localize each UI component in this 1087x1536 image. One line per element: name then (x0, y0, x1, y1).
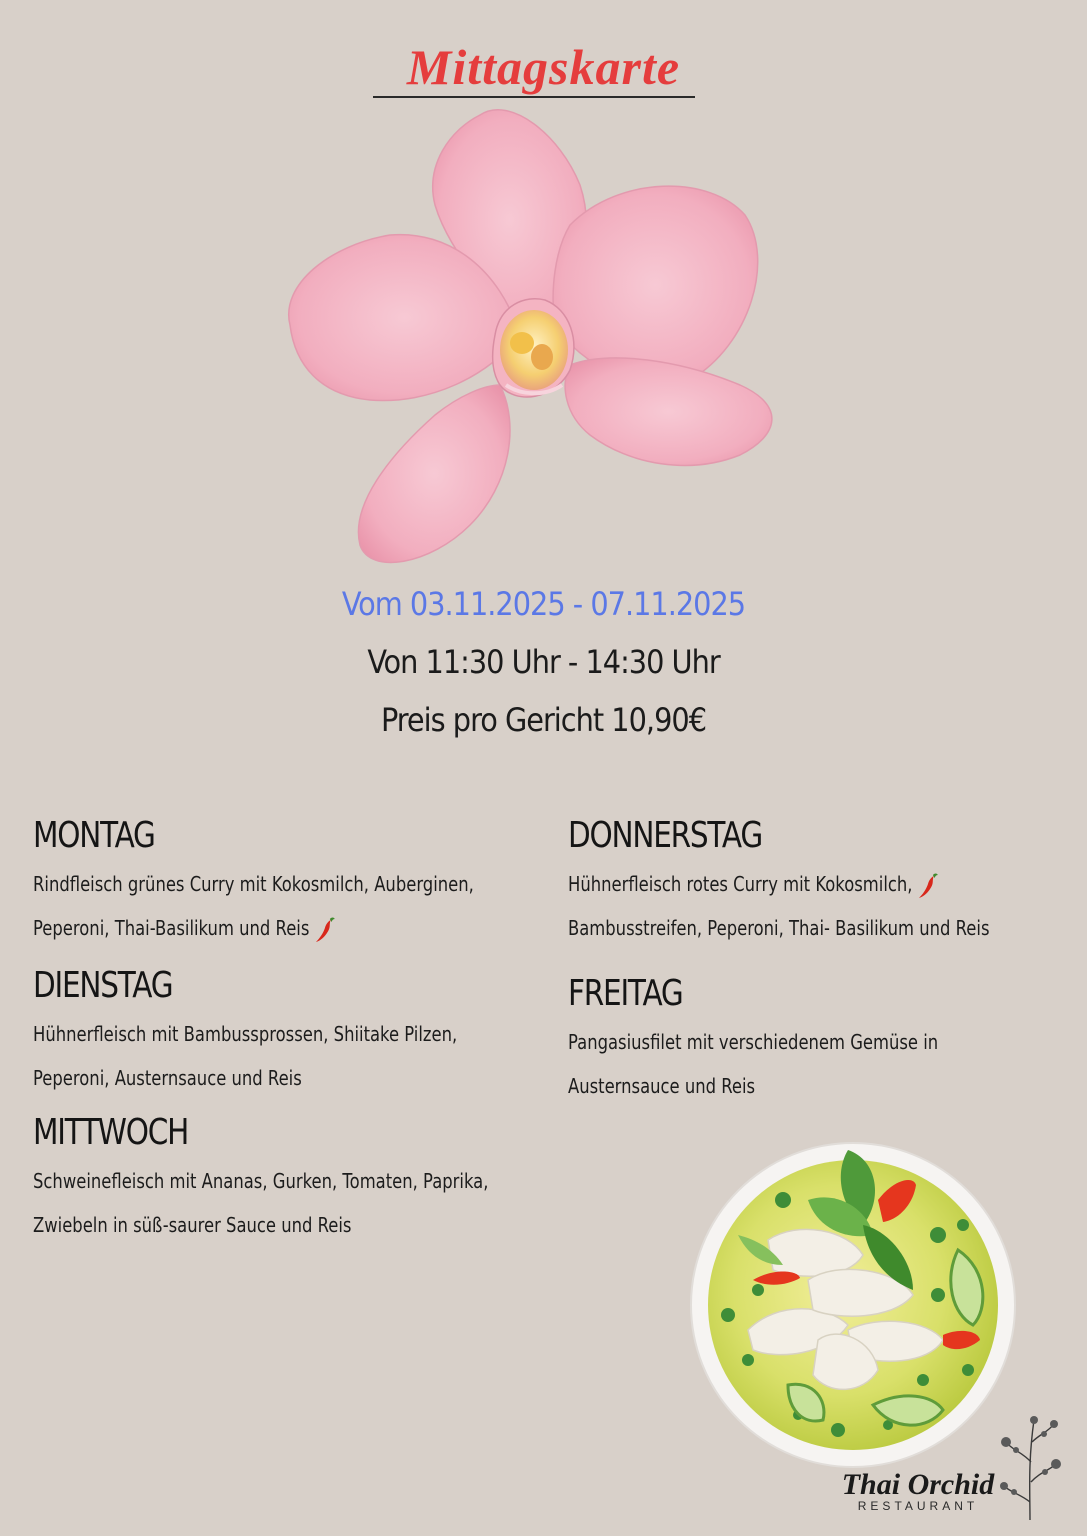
dish-line: Bambusstreifen, Peperoni, Thai- Basilikum und Reis (568, 916, 990, 940)
dish-line-with-icon (33, 906, 443, 950)
menu-day-thursday (568, 815, 1068, 950)
price-per-dish: Preis pro Gericht 10,90€ (381, 701, 706, 739)
dish-description (33, 1012, 458, 1100)
dish-line: Zwiebeln in süß-saurer Sauce und Reis (33, 1213, 352, 1237)
green-curry-bowl-illustration (688, 1140, 1018, 1470)
menu-day-tuesday (33, 965, 533, 1100)
menu-day-monday (33, 815, 533, 950)
logo-subtitle: RESTAURANT (857, 1499, 979, 1513)
day-title: DONNERSTAG (568, 815, 763, 856)
dish-line: Peperoni, Austernsauce und Reis (33, 1066, 302, 1090)
dish-line: Schweinefleisch mit Ananas, Gurken, Tomaten, Paprika, (33, 1169, 489, 1193)
dish-line: Pangasiusfilet mit verschiedenem Gemüse in (568, 1030, 939, 1054)
dish-description (33, 1159, 489, 1247)
page-title: Mittagskarte (406, 39, 681, 95)
dish-description (568, 862, 990, 950)
dish-line: Peperoni, Thai-Basilikum und Reis (33, 916, 310, 940)
date-range: Vom 03.11.2025 - 07.11.2025 (341, 585, 746, 623)
dish-line: Hühnerfleisch mit Bambussprossen, Shiitake Pilzen, (33, 1022, 458, 1046)
chili-pepper-icon (916, 871, 941, 901)
dish-line: Rindfleisch grünes Curry mit Kokosmilch, Auberginen, (33, 872, 474, 896)
opening-hours: Von 11:30 Uhr - 14:30 Uhr (367, 643, 720, 681)
day-title: DIENSTAG (33, 965, 173, 1006)
dish-description (568, 1020, 978, 1108)
chili-pepper-icon (313, 915, 338, 945)
orchid-illustration (270, 95, 790, 575)
menu-day-wednesday (33, 1112, 533, 1247)
dish-line: Hühnerfleisch rotes Curry mit Kokosmilch, (568, 872, 913, 896)
day-title: MONTAG (33, 815, 155, 856)
day-title: MITTWOCH (33, 1112, 189, 1153)
dish-description (33, 862, 474, 950)
dish-line-with-icon (568, 862, 978, 906)
dish-line: Austernsauce und Reis (568, 1074, 756, 1098)
menu-day-friday (568, 973, 1068, 1108)
day-title: FREITAG (568, 973, 683, 1014)
logo-name: Thai Orchid (841, 1468, 995, 1501)
restaurant-logo (818, 1468, 1018, 1513)
